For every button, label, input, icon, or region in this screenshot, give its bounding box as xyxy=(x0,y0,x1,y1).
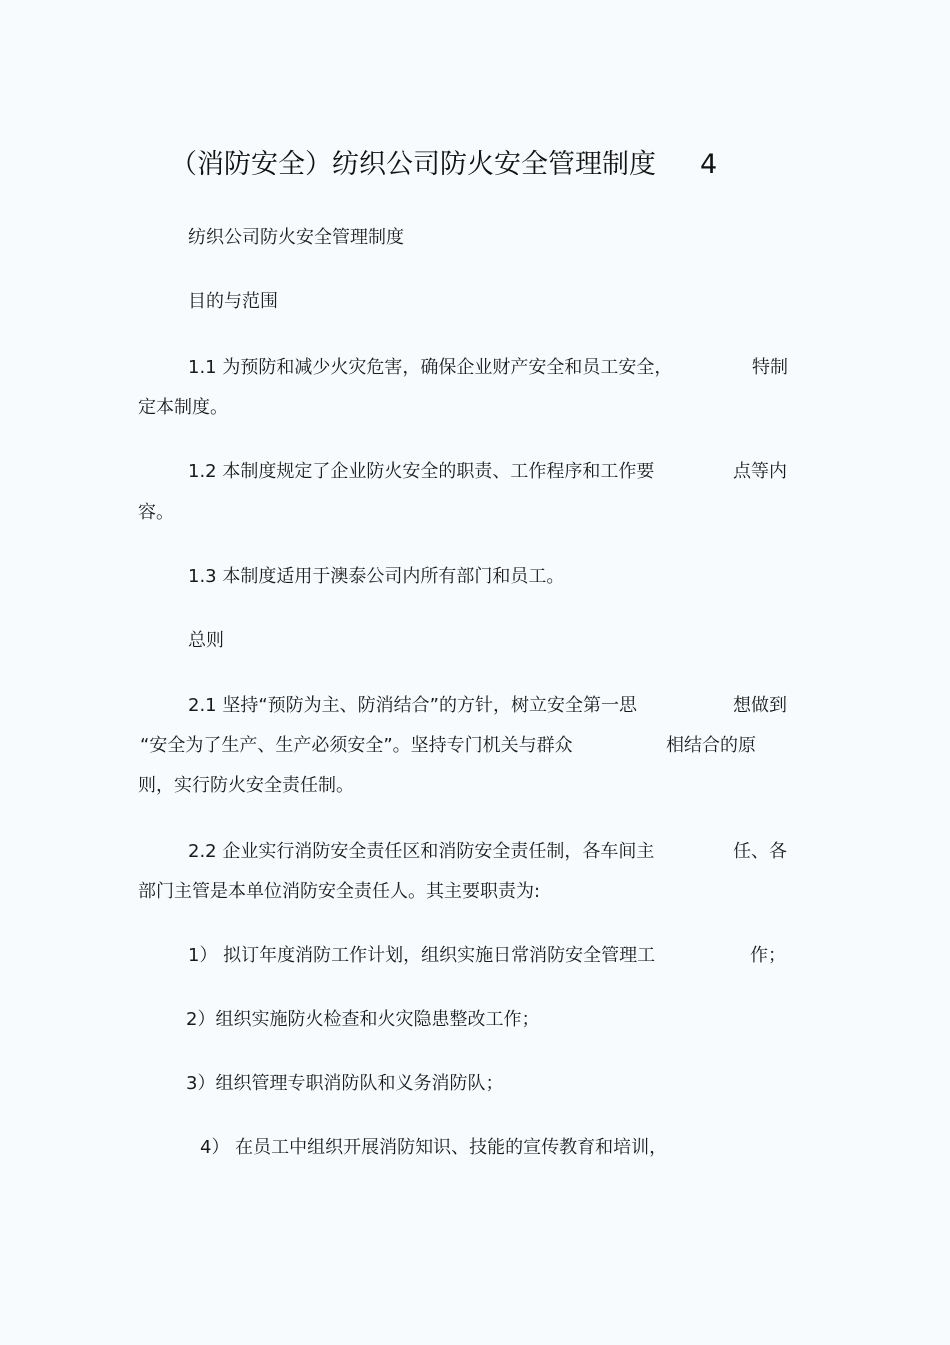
paragraph-1-1-line-2: 定本制度。 xyxy=(138,397,228,418)
paragraph-2-1-line-1: 2.1 坚持“预防为主、防消结合”的方针，树立安全第一思 xyxy=(188,695,637,716)
paragraph-2-2-line-2: 部门主管是本单位消防安全责任人。其主要职责为: xyxy=(138,881,541,902)
document-title-number: 4 xyxy=(700,149,718,180)
document-title xyxy=(170,142,717,181)
paragraph-1-2-line-1: 1.2 本制度规定了企业防火安全的职责、工作程序和工作要 xyxy=(188,461,655,482)
list-item-1: 1） 拟订年度消防工作计划，组织实施日常消防安全管理工 xyxy=(188,945,656,966)
list-item-3: 3）组织管理专职消防队和义务消防队； xyxy=(186,1073,504,1094)
paragraph-1-3: 1.3 本制度适用于澳泰公司内所有部门和员工。 xyxy=(188,566,565,587)
paragraph-1-1-line-1-end: 特制 xyxy=(752,357,788,378)
paragraph-2-1-line-1-end: 想做到 xyxy=(733,695,787,716)
document-subtitle: 纺织公司防火安全管理制度 xyxy=(188,227,404,248)
paragraph-1-1-line-1: 1.1 为预防和减少火灾危害，确保企业财产安全和员工安全， xyxy=(188,357,673,378)
paragraph-1-2-line-2: 容。 xyxy=(138,502,174,523)
list-item-2: 2）组织实施防火检查和火灾隐患整改工作； xyxy=(186,1009,540,1030)
paragraph-2-2-line-1: 2.2 企业实行消防安全责任区和消防安全责任制，各车间主 xyxy=(188,841,655,862)
list-item-1-end: 作； xyxy=(750,945,786,966)
paragraph-2-2-line-1-end: 任、各 xyxy=(733,841,787,862)
paragraph-2-1-line-3: 则，实行防火安全责任制。 xyxy=(138,775,354,796)
paragraph-2-1-line-2: “安全为了生产、生产必须安全”。坚持专门机关与群众 xyxy=(140,735,573,756)
paragraph-2-1-line-2-end: 相结合的原 xyxy=(666,735,756,756)
section-heading-purpose: 目的与范围 xyxy=(188,291,278,312)
paragraph-1-2-line-1-end: 点等内 xyxy=(733,461,787,482)
section-heading-general: 总则 xyxy=(188,630,224,651)
list-item-4: 4） 在员工中组织开展消防知识、技能的宣传教育和培训， xyxy=(200,1137,668,1158)
document-title-text: （消防安全）纺织公司防火安全管理制度 xyxy=(170,149,656,180)
